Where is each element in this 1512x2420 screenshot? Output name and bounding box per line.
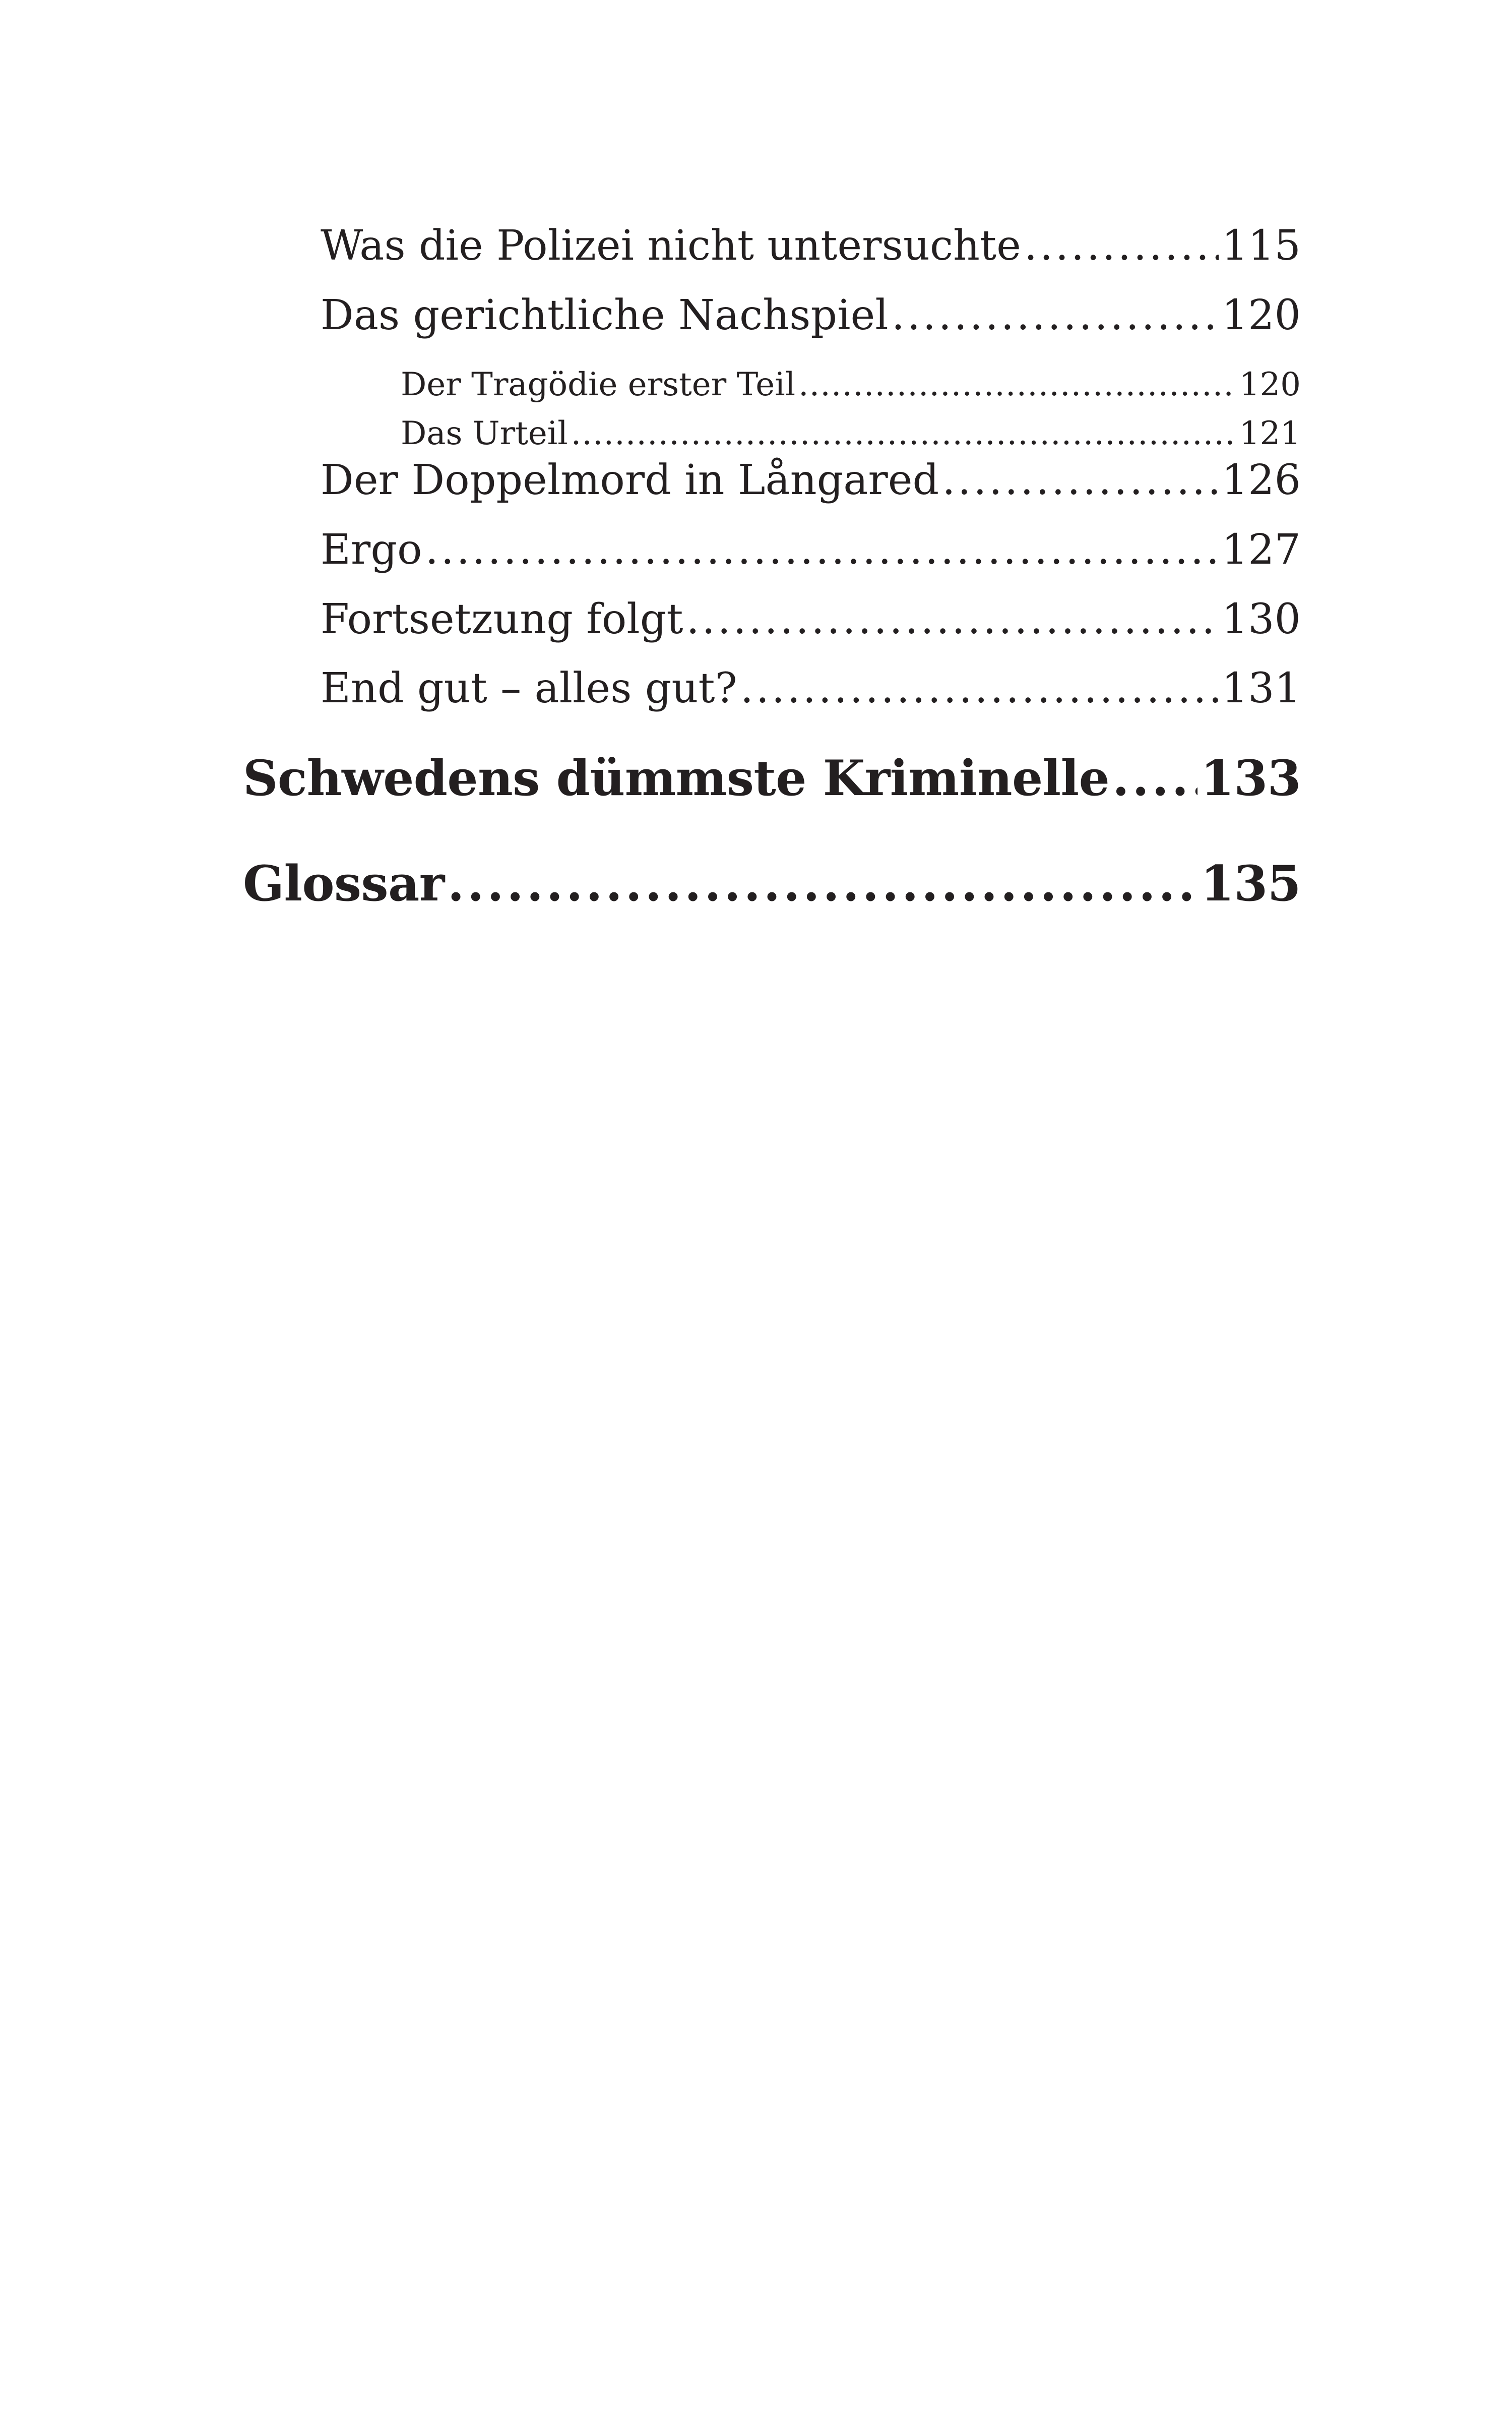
dot-leader (448, 855, 1198, 912)
toc-entry[interactable] (321, 595, 1301, 643)
dot-leader (798, 366, 1236, 403)
toc-entry-title: Glossar (243, 855, 445, 912)
toc-entry-title: Was die Polizei nicht untersuchte (321, 222, 1021, 270)
toc-subentry[interactable] (401, 366, 1301, 403)
dot-leader (571, 415, 1236, 452)
toc-entry-page: 126 (1221, 456, 1301, 504)
dot-leader (425, 526, 1219, 574)
toc-entry-title: Ergo (321, 526, 422, 574)
toc-entry-title: Schwedens dümmste Kriminelle (243, 750, 1110, 807)
dot-leader (686, 595, 1219, 643)
toc-entry-page: 120 (1221, 291, 1301, 339)
toc-entry[interactable] (321, 222, 1301, 270)
toc-entry-page: 135 (1201, 855, 1301, 912)
dot-leader (740, 664, 1219, 712)
toc-chapter[interactable] (243, 750, 1301, 807)
toc-entry[interactable] (321, 526, 1301, 574)
toc-entry-title: Fortsetzung folgt (321, 595, 683, 643)
dot-leader (892, 291, 1219, 339)
toc-entry-page: 133 (1201, 750, 1301, 807)
toc-entry[interactable] (321, 291, 1301, 339)
toc-subentry[interactable] (401, 415, 1301, 452)
toc-entry-page: 131 (1221, 664, 1301, 712)
toc-entry-title: Das gerichtliche Nachspiel (321, 291, 889, 339)
toc-entry-page: 130 (1221, 595, 1301, 643)
toc-entry-page: 127 (1221, 526, 1301, 574)
toc-entry-page: 121 (1239, 415, 1301, 452)
dot-leader (1112, 750, 1198, 807)
toc-entry[interactable] (321, 456, 1301, 504)
toc-entry-title: Das Urteil (401, 415, 568, 452)
toc-entry-page: 115 (1221, 222, 1301, 270)
toc-entry-title: End gut – alles gut? (321, 664, 737, 712)
toc-entry-title: Der Doppelmord in Långared (321, 456, 939, 504)
toc-entry-page: 120 (1239, 366, 1301, 403)
toc-chapter[interactable] (243, 855, 1301, 912)
toc-entry-title: Der Tragödie erster Teil (401, 366, 796, 403)
dot-leader (1024, 222, 1219, 270)
toc-entry[interactable] (321, 664, 1301, 712)
dot-leader (942, 456, 1219, 504)
